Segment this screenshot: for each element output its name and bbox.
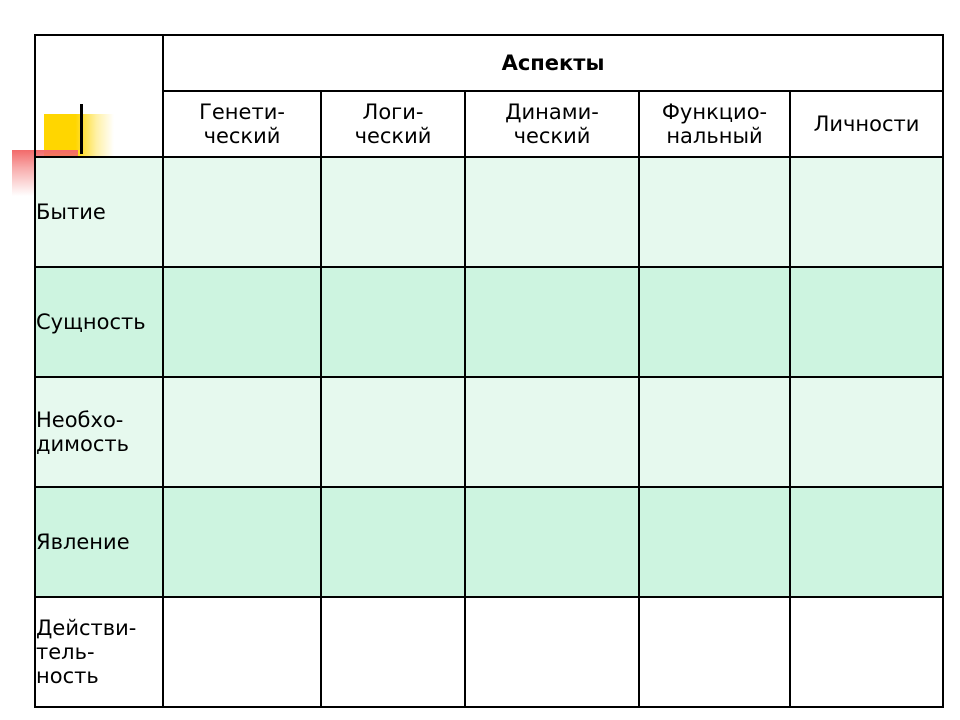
table-cell [639,157,790,267]
aspects-table [34,34,944,708]
table-cell [321,267,465,377]
table-cell [163,157,321,267]
column-header-genetic: Генети- ческий [163,91,321,157]
corner-cell [35,35,163,157]
table-cell [163,377,321,487]
table-cell [790,597,943,707]
table-row-being [35,157,943,267]
table-cell [639,597,790,707]
table-cell [163,597,321,707]
table-cell [790,377,943,487]
table-row-necessity [35,377,943,487]
row-header-reality: Действи- тель- ность [35,597,163,707]
row-header-being: Бытие [35,157,163,267]
row-header-essence: Сущность [35,267,163,377]
table-cell [639,487,790,597]
table-cell [790,267,943,377]
row-header-necessity: Необхо- димость [35,377,163,487]
column-header-logical: Логи- ческий [321,91,465,157]
column-header-personality: Личности [790,91,943,157]
table-cell [639,267,790,377]
table-cell [321,377,465,487]
table-cell [321,487,465,597]
table-cell [465,487,639,597]
table-cell [790,157,943,267]
table-row-essence [35,267,943,377]
table-cell [163,487,321,597]
table-row-reality [35,597,943,707]
table-cell [465,597,639,707]
table-cell [465,157,639,267]
table-title-row [35,35,943,91]
aspects-header: Аспекты [163,35,943,91]
table-cell [163,267,321,377]
table-cell [639,377,790,487]
column-header-functional: Функцио- нальный [639,91,790,157]
row-header-phenomenon: Явление [35,487,163,597]
column-header-row [35,91,943,157]
table-cell [321,597,465,707]
table-cell [321,157,465,267]
table-cell [465,377,639,487]
column-header-dynamic: Динами- ческий [465,91,639,157]
table-cell [465,267,639,377]
table-row-phenomenon [35,487,943,597]
table-cell [790,487,943,597]
